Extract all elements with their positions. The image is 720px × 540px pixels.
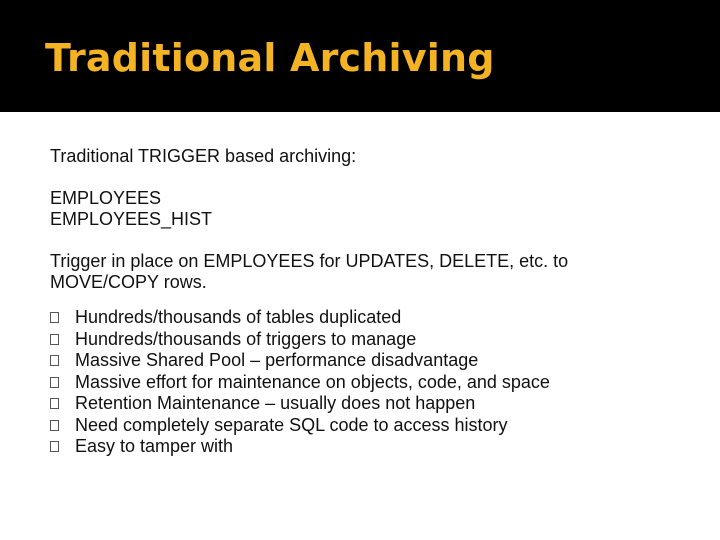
bullet-box-icon [50, 441, 59, 452]
bullet-text: Need completely separate SQL code to access history [75, 414, 508, 435]
bullet-text: Hundreds/thousands of tables duplicated [75, 307, 402, 328]
table-name-employees: EMPLOYEES [50, 188, 162, 208]
trigger-description-line1: Trigger in place on EMPLOYEES for UPDATES, DELETE, etc. to [50, 251, 569, 271]
bullet-box-icon [50, 334, 59, 345]
intro-text: Traditional TRIGGER based archiving: [50, 146, 357, 166]
bullet-item [50, 393, 690, 415]
bullet-item [50, 329, 690, 351]
slide-content [50, 146, 690, 458]
bullet-text: Massive Shared Pool – performance disadvantage [75, 350, 479, 371]
slide-title: Traditional Archiving [45, 36, 495, 80]
bullet-box-icon [50, 420, 59, 431]
bullet-item [50, 436, 690, 458]
bullet-box-icon [50, 377, 59, 388]
bullet-box-icon [50, 398, 59, 409]
bullet-text: Retention Maintenance – usually does not happen [75, 393, 476, 414]
bullet-text: Hundreds/thousands of triggers to manage [75, 328, 417, 349]
bullet-item [50, 372, 690, 394]
trigger-description-line2: MOVE/COPY rows. [50, 272, 207, 292]
bullet-box-icon [50, 312, 59, 323]
bullet-text: Easy to tamper with [75, 436, 234, 457]
bullet-item [50, 307, 690, 329]
table-name-employees-hist: EMPLOYEES_HIST [50, 209, 213, 229]
title-bar [0, 0, 720, 112]
bullet-text: Massive effort for maintenance on objects, code, and space [75, 371, 550, 392]
bullet-list [50, 307, 690, 458]
bullet-item [50, 350, 690, 372]
bullet-box-icon [50, 355, 59, 366]
bullet-item [50, 415, 690, 437]
